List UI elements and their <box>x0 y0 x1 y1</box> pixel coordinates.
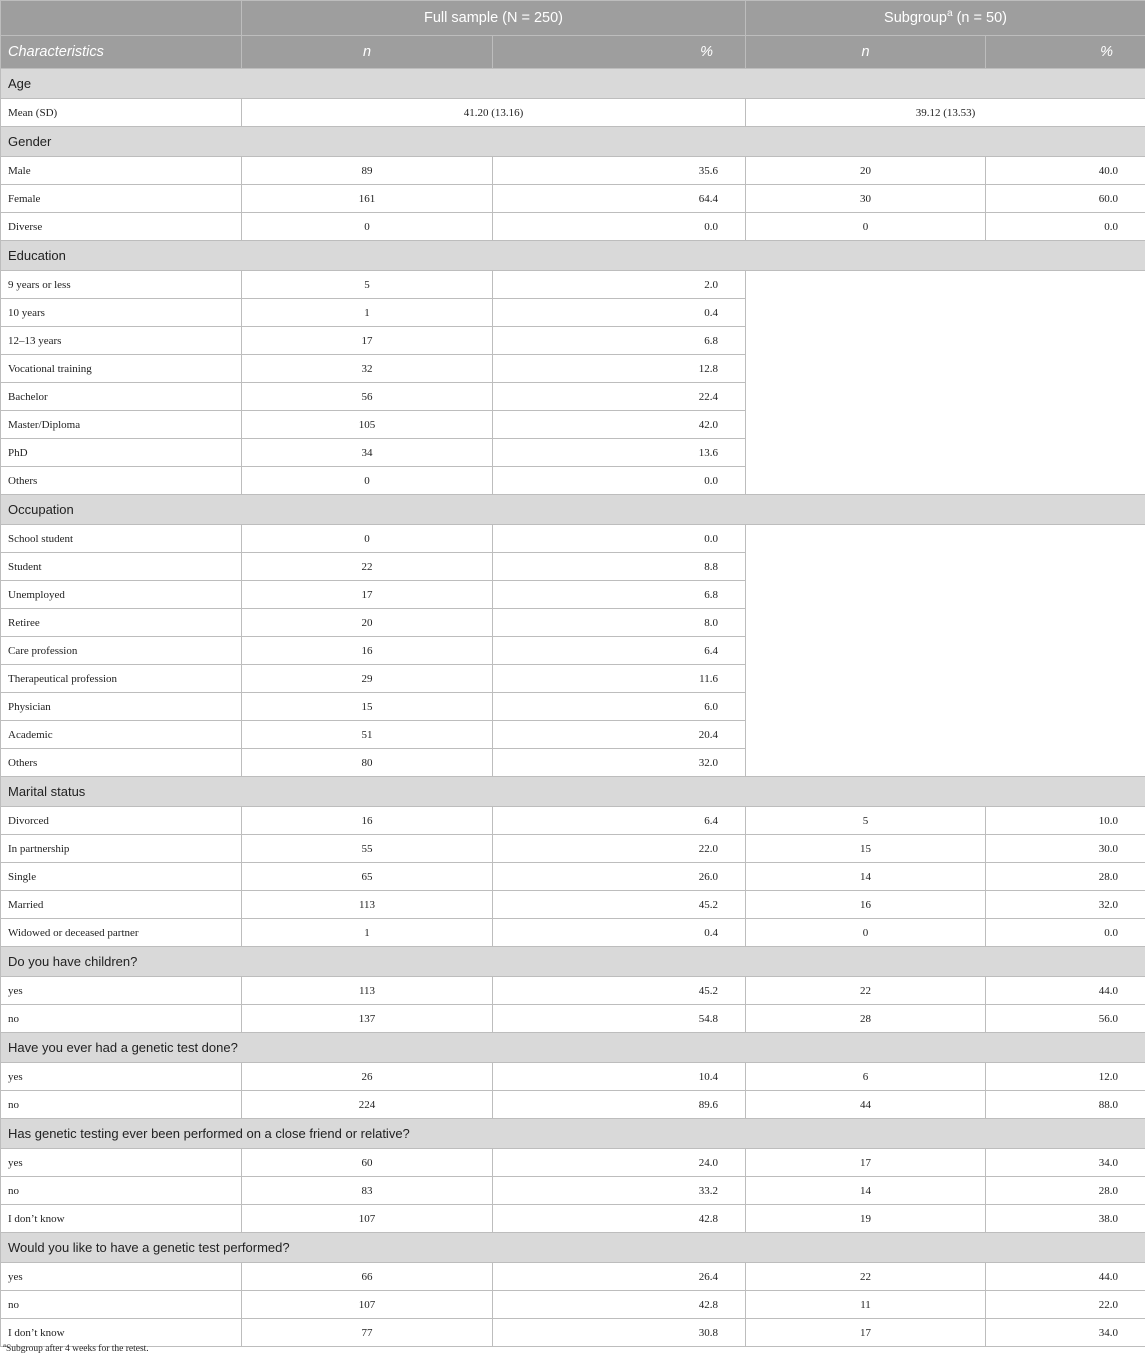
full-n-cell: 0 <box>242 213 493 241</box>
sub-pct-cell: 32.0 <box>986 891 1145 919</box>
characteristics-header: Characteristics <box>1 36 242 69</box>
table-row <box>1 977 1145 1005</box>
table-row <box>1 863 1145 891</box>
full-n-cell: 60 <box>242 1149 493 1177</box>
full-pct-cell: 22.0 <box>493 835 746 863</box>
full-n-cell: 55 <box>242 835 493 863</box>
table-row <box>1 1263 1145 1291</box>
full-pct-cell: 45.2 <box>493 977 746 1005</box>
full-pct-cell: 22.4 <box>493 383 746 411</box>
section-title-gender: Gender <box>1 127 1145 157</box>
education-subgroup-empty-cell <box>746 271 1145 495</box>
table-row <box>1 99 1145 127</box>
sub-pct-cell: 40.0 <box>986 157 1145 185</box>
section-row-gender <box>1 127 1145 157</box>
full-n-cell: 15 <box>242 693 493 721</box>
sub-n-cell: 28 <box>746 1005 986 1033</box>
row-label: yes <box>1 1063 242 1091</box>
full-n-cell: 137 <box>242 1005 493 1033</box>
sub-pct-cell: 38.0 <box>986 1205 1145 1233</box>
row-label: yes <box>1 1263 242 1291</box>
row-label: Physician <box>1 693 242 721</box>
row-label: Retiree <box>1 609 242 637</box>
full-pct-cell: 45.2 <box>493 891 746 919</box>
full-mean-sd-cell: 41.20 (13.16) <box>242 99 746 127</box>
full-pct-cell: 12.8 <box>493 355 746 383</box>
row-label: Others <box>1 467 242 495</box>
table-row <box>1 185 1145 213</box>
sub-pct-cell: 30.0 <box>986 835 1145 863</box>
full-pct-cell: 6.8 <box>493 581 746 609</box>
full-n-cell: 105 <box>242 411 493 439</box>
full-pct-cell: 33.2 <box>493 1177 746 1205</box>
row-label: Bachelor <box>1 383 242 411</box>
table-row <box>1 1205 1145 1233</box>
row-label: Vocational training <box>1 355 242 383</box>
full-pct-cell: 42.8 <box>493 1291 746 1319</box>
section-title-education: Education <box>1 241 1145 271</box>
subgroup-header-footnote-mark: a <box>946 8 953 20</box>
sub-pct-cell: 44.0 <box>986 977 1145 1005</box>
full-pct-cell: 42.8 <box>493 1205 746 1233</box>
full-pct-cell: 54.8 <box>493 1005 746 1033</box>
sub-n-cell: 19 <box>746 1205 986 1233</box>
section-row-friend-test <box>1 1119 1145 1149</box>
row-label: I don’t know <box>1 1205 242 1233</box>
full-n-cell: 34 <box>242 439 493 467</box>
section-title-marital-status: Marital status <box>1 777 1145 807</box>
table-row <box>1 157 1145 185</box>
row-label: Male <box>1 157 242 185</box>
sub-n-cell: 14 <box>746 1177 986 1205</box>
full-pct-cell: 89.6 <box>493 1091 746 1119</box>
row-label: Master/Diploma <box>1 411 242 439</box>
sub-pct-cell: 0.0 <box>986 213 1145 241</box>
full-pct-cell: 2.0 <box>493 271 746 299</box>
row-label: no <box>1 1091 242 1119</box>
full-pct-cell: 6.8 <box>493 327 746 355</box>
table-row <box>1 525 1145 553</box>
full-n-cell: 17 <box>242 581 493 609</box>
full-pct-cell: 0.0 <box>493 467 746 495</box>
table-row <box>1 891 1145 919</box>
full-n-cell: 83 <box>242 1177 493 1205</box>
row-label: Widowed or deceased partner <box>1 919 242 947</box>
sub-pct-cell: 22.0 <box>986 1291 1145 1319</box>
sub-n-cell: 16 <box>746 891 986 919</box>
section-title-age: Age <box>1 69 1145 99</box>
sub-n-cell: 6 <box>746 1063 986 1091</box>
row-label: I don’t know <box>1 1319 242 1347</box>
full-pct-cell: 42.0 <box>493 411 746 439</box>
sub-n-header: n <box>746 36 986 69</box>
full-pct-cell: 11.6 <box>493 665 746 693</box>
full-n-cell: 1 <box>242 299 493 327</box>
sub-pct-cell: 28.0 <box>986 863 1145 891</box>
sub-n-cell: 11 <box>746 1291 986 1319</box>
sub-pct-header: % <box>986 36 1145 69</box>
full-pct-cell: 0.0 <box>493 525 746 553</box>
full-n-cell: 65 <box>242 863 493 891</box>
full-n-cell: 161 <box>242 185 493 213</box>
table-row <box>1 919 1145 947</box>
full-n-cell: 16 <box>242 637 493 665</box>
footnote-mark: a <box>3 1341 6 1349</box>
row-label: Female <box>1 185 242 213</box>
sub-pct-cell: 28.0 <box>986 1177 1145 1205</box>
sub-n-cell: 22 <box>746 977 986 1005</box>
sub-pct-cell: 10.0 <box>986 807 1145 835</box>
table-row <box>1 807 1145 835</box>
full-n-cell: 20 <box>242 609 493 637</box>
row-label: School student <box>1 525 242 553</box>
full-sample-header: Full sample (N = 250) <box>242 1 746 36</box>
section-row-education <box>1 241 1145 271</box>
full-n-cell: 224 <box>242 1091 493 1119</box>
row-label: Diverse <box>1 213 242 241</box>
subgroup-header <box>746 1 1145 36</box>
full-n-cell: 113 <box>242 977 493 1005</box>
full-n-cell: 32 <box>242 355 493 383</box>
full-pct-cell: 10.4 <box>493 1063 746 1091</box>
sub-mean-sd-cell: 39.12 (13.53) <box>746 99 1145 127</box>
full-pct-cell: 26.4 <box>493 1263 746 1291</box>
full-n-cell: 0 <box>242 525 493 553</box>
row-label: no <box>1 1005 242 1033</box>
section-row-children <box>1 947 1145 977</box>
section-title-occupation: Occupation <box>1 495 1145 525</box>
full-n-cell: 0 <box>242 467 493 495</box>
row-label: Mean (SD) <box>1 99 242 127</box>
full-n-cell: 16 <box>242 807 493 835</box>
full-n-cell: 113 <box>242 891 493 919</box>
subgroup-header-count: (n = 50) <box>952 10 1007 26</box>
table-row <box>1 1291 1145 1319</box>
sub-pct-cell: 88.0 <box>986 1091 1145 1119</box>
full-n-cell: 77 <box>242 1319 493 1347</box>
full-pct-cell: 0.0 <box>493 213 746 241</box>
row-label: Married <box>1 891 242 919</box>
sub-n-cell: 17 <box>746 1149 986 1177</box>
full-pct-cell: 8.8 <box>493 553 746 581</box>
section-title-like-test: Would you like to have a genetic test performed? <box>1 1233 1145 1263</box>
sub-n-cell: 20 <box>746 157 986 185</box>
sub-n-cell: 17 <box>746 1319 986 1347</box>
full-pct-cell: 6.4 <box>493 637 746 665</box>
table-row <box>1 1063 1145 1091</box>
full-pct-cell: 20.4 <box>493 721 746 749</box>
sub-pct-cell: 56.0 <box>986 1005 1145 1033</box>
full-pct-cell: 64.4 <box>493 185 746 213</box>
full-n-cell: 51 <box>242 721 493 749</box>
section-row-occupation <box>1 495 1145 525</box>
full-pct-cell: 0.4 <box>493 919 746 947</box>
table-row <box>1 1091 1145 1119</box>
row-label: In partnership <box>1 835 242 863</box>
row-label: Others <box>1 749 242 777</box>
full-pct-cell: 0.4 <box>493 299 746 327</box>
row-label: Student <box>1 553 242 581</box>
full-n-cell: 80 <box>242 749 493 777</box>
full-pct-cell: 6.4 <box>493 807 746 835</box>
full-pct-cell: 35.6 <box>493 157 746 185</box>
subgroup-header-label: Subgroup <box>884 10 947 26</box>
full-pct-header: % <box>493 36 746 69</box>
column-header-row <box>1 36 1145 69</box>
row-label: yes <box>1 1149 242 1177</box>
full-n-cell: 22 <box>242 553 493 581</box>
sub-n-cell: 30 <box>746 185 986 213</box>
row-label: 12–13 years <box>1 327 242 355</box>
row-label: Unemployed <box>1 581 242 609</box>
table-row <box>1 271 1145 299</box>
table-row <box>1 1319 1145 1347</box>
sub-pct-cell: 60.0 <box>986 185 1145 213</box>
row-label: Therapeutical profession <box>1 665 242 693</box>
row-label: Divorced <box>1 807 242 835</box>
full-pct-cell: 6.0 <box>493 693 746 721</box>
section-title-genetic-test: Have you ever had a genetic test done? <box>1 1033 1145 1063</box>
section-row-marital-status <box>1 777 1145 807</box>
sub-n-cell: 0 <box>746 919 986 947</box>
footnote-text: Subgroup after 4 weeks for the retest. <box>5 1344 149 1354</box>
row-label: Care profession <box>1 637 242 665</box>
section-row-like-test <box>1 1233 1145 1263</box>
sub-pct-cell: 44.0 <box>986 1263 1145 1291</box>
table-row <box>1 213 1145 241</box>
row-label: yes <box>1 977 242 1005</box>
sub-pct-cell: 0.0 <box>986 919 1145 947</box>
sub-n-cell: 44 <box>746 1091 986 1119</box>
sub-n-cell: 0 <box>746 213 986 241</box>
table-row <box>1 1005 1145 1033</box>
full-n-cell: 26 <box>242 1063 493 1091</box>
full-pct-cell: 13.6 <box>493 439 746 467</box>
row-label: Academic <box>1 721 242 749</box>
table-row <box>1 1149 1145 1177</box>
sub-pct-cell: 34.0 <box>986 1149 1145 1177</box>
row-label: PhD <box>1 439 242 467</box>
table-row <box>1 835 1145 863</box>
sub-n-cell: 14 <box>746 863 986 891</box>
full-pct-cell: 32.0 <box>493 749 746 777</box>
full-pct-cell: 8.0 <box>493 609 746 637</box>
full-n-cell: 5 <box>242 271 493 299</box>
full-n-cell: 29 <box>242 665 493 693</box>
table-row <box>1 1177 1145 1205</box>
full-pct-cell: 26.0 <box>493 863 746 891</box>
section-row-genetic-test <box>1 1033 1145 1063</box>
sub-n-cell: 15 <box>746 835 986 863</box>
row-label: no <box>1 1177 242 1205</box>
full-n-cell: 17 <box>242 327 493 355</box>
table-footnote <box>3 1341 149 1354</box>
sub-n-cell: 5 <box>746 807 986 835</box>
row-label: no <box>1 1291 242 1319</box>
full-n-cell: 66 <box>242 1263 493 1291</box>
row-label: 10 years <box>1 299 242 327</box>
row-label: 9 years or less <box>1 271 242 299</box>
full-pct-cell: 30.8 <box>493 1319 746 1347</box>
full-pct-cell: 24.0 <box>493 1149 746 1177</box>
occupation-subgroup-empty-cell <box>746 525 1145 777</box>
sub-pct-cell: 12.0 <box>986 1063 1145 1091</box>
section-title-children: Do you have children? <box>1 947 1145 977</box>
section-title-friend-test: Has genetic testing ever been performed on a close friend or relative? <box>1 1119 1145 1149</box>
section-row-age <box>1 69 1145 99</box>
row-label: Single <box>1 863 242 891</box>
full-n-cell: 56 <box>242 383 493 411</box>
full-n-cell: 89 <box>242 157 493 185</box>
full-n-cell: 1 <box>242 919 493 947</box>
sub-pct-cell: 34.0 <box>986 1319 1145 1347</box>
full-n-header: n <box>242 36 493 69</box>
full-n-cell: 107 <box>242 1205 493 1233</box>
group-header-row <box>1 1 1145 36</box>
header-empty-cell <box>1 1 242 36</box>
full-n-cell: 107 <box>242 1291 493 1319</box>
sub-n-cell: 22 <box>746 1263 986 1291</box>
